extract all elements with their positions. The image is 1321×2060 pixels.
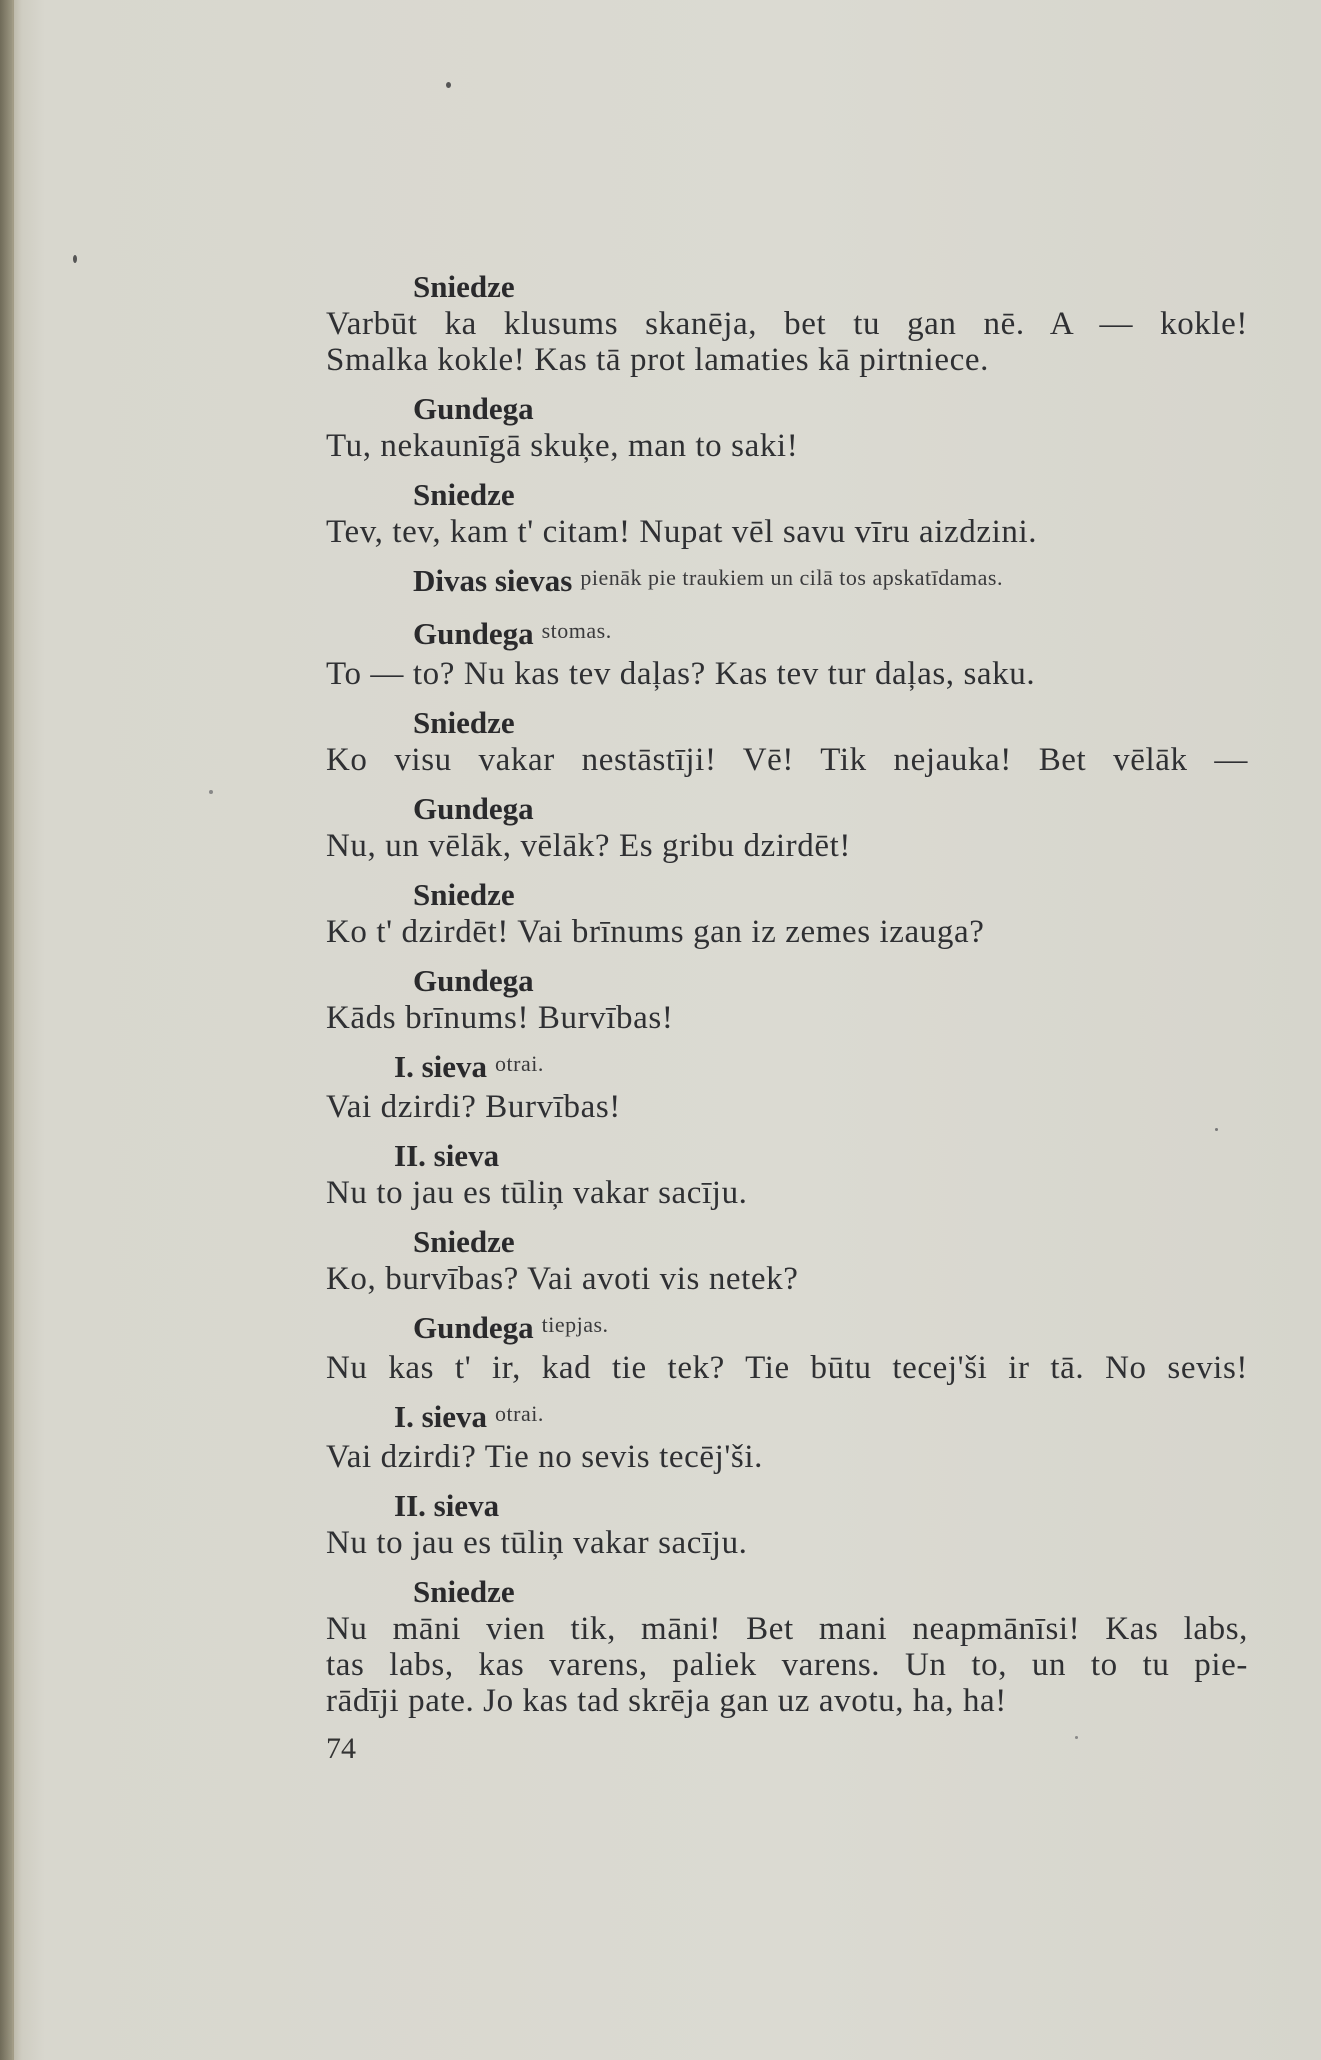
dialogue-line: Smalka kokle! Kas tā prot lamaties kā pirtniece. (326, 342, 989, 378)
dialogue-block (326, 476, 1248, 550)
dialogue-line: Tev, tev, kam t' citam! Nupat vēl savu vīru aizdzini. (326, 514, 1038, 550)
dialogue-block (326, 790, 1248, 864)
dialogue-block (326, 1048, 1248, 1125)
dialogue-line: To — to? Nu kas tev daļas? Kas tev tur daļas, saku. (326, 656, 1036, 692)
dialogue-line: Vai dzirdi? Tie no sevis tecēj'ši. (326, 1439, 763, 1475)
speaker-name: Sniedze (413, 1574, 515, 1609)
stage-direction: otrai. (495, 1051, 544, 1076)
speaker-name: II. sieva (394, 1138, 500, 1173)
dialogue-line: Tu, nekaunīgā skuķe, man to saki! (326, 428, 799, 464)
stage-direction: pienāk pie traukiem un cilā tos apskatīdamas. (580, 565, 1003, 590)
paper-speck (73, 255, 77, 263)
speaker-name: Sniedze (413, 705, 515, 740)
stage-direction: otrai. (495, 1401, 544, 1426)
dialogue-block (326, 615, 1248, 692)
speaker-name: I. sieva otrai. (394, 1049, 544, 1084)
dialogue-block (326, 1137, 1248, 1211)
speaker-name: Gundega (413, 963, 534, 998)
dialogue-block (326, 1309, 1248, 1386)
dialogue-line: Varbūt ka klusums skanēja, bet tu gan nē. A — kokle! (326, 306, 1248, 342)
speaker-name: Sniedze (413, 877, 515, 912)
speaker-name: Gundega stomas. (413, 616, 612, 651)
dialogue-block (326, 1223, 1248, 1297)
speaker-name: Gundega (413, 391, 534, 426)
dialogue-line: Ko t' dzirdēt! Vai brīnums gan iz zemes izauga? (326, 914, 985, 950)
paper-speck (446, 82, 451, 88)
speaker-name: Gundega tiepjas. (413, 1310, 609, 1345)
stage-direction-block (326, 562, 1248, 603)
paper-speck (1075, 1736, 1078, 1739)
speaker-name: Sniedze (413, 477, 515, 512)
dialogue-line: Nu to jau es tūliņ vakar sacīju. (326, 1175, 748, 1211)
speaker-name: II. sieva (394, 1488, 500, 1523)
page-number: 74 (326, 1732, 356, 1765)
dialogue-line: Ko visu vakar nestāstīji! Vē! Tik nejauka! Bet vēlāk — (326, 742, 1248, 778)
dialogue-block (326, 1487, 1248, 1561)
speaker-name: Divas sievas pienāk pie traukiem un cilā tos apskatīdamas. (413, 563, 1003, 598)
dialogue-block (326, 390, 1248, 464)
dialogue-line: Kāds brīnums! Burvības! (326, 1000, 674, 1036)
dialogue-line: Nu, un vēlāk, vēlāk? Es gribu dzirdēt! (326, 828, 851, 864)
dialogue-line: Vai dzirdi? Burvības! (326, 1089, 621, 1125)
dialogue-line: Ko, burvības? Vai avoti vis netek? (326, 1261, 799, 1297)
stage-direction: stomas. (541, 618, 612, 643)
paper-speck (209, 790, 213, 794)
dialogue-line: Nu to jau es tūliņ vakar sacīju. (326, 1525, 748, 1561)
stage-direction: tiepjas. (541, 1312, 609, 1337)
book-spine (0, 0, 12, 2060)
dialogue-block (326, 268, 1248, 378)
dialogue-block (326, 876, 1248, 950)
dialogue-line: tas labs, kas varens, paliek varens. Un to, un to tu pie- (326, 1647, 1248, 1683)
speaker-name: I. sieva otrai. (394, 1399, 544, 1434)
dialogue-block (326, 962, 1248, 1036)
dialogue-line: rādīji pate. Jo kas tad skrēja gan uz avotu, ha, ha! (326, 1683, 1007, 1719)
play-text (326, 268, 1248, 1731)
page-edge (12, 0, 14, 2060)
dialogue-block (326, 704, 1248, 778)
dialogue-line: Nu māni vien tik, māni! Bet mani neapmānīsi! Kas labs, (326, 1611, 1248, 1647)
speaker-name: Gundega (413, 791, 534, 826)
dialogue-block (326, 1573, 1248, 1719)
speaker-name: Sniedze (413, 269, 515, 304)
dialogue-block (326, 1398, 1248, 1475)
speaker-name: Sniedze (413, 1224, 515, 1259)
dialogue-line: Nu kas t' ir, kad tie tek? Tie būtu tecej'ši ir tā. No sevis! (326, 1350, 1248, 1386)
